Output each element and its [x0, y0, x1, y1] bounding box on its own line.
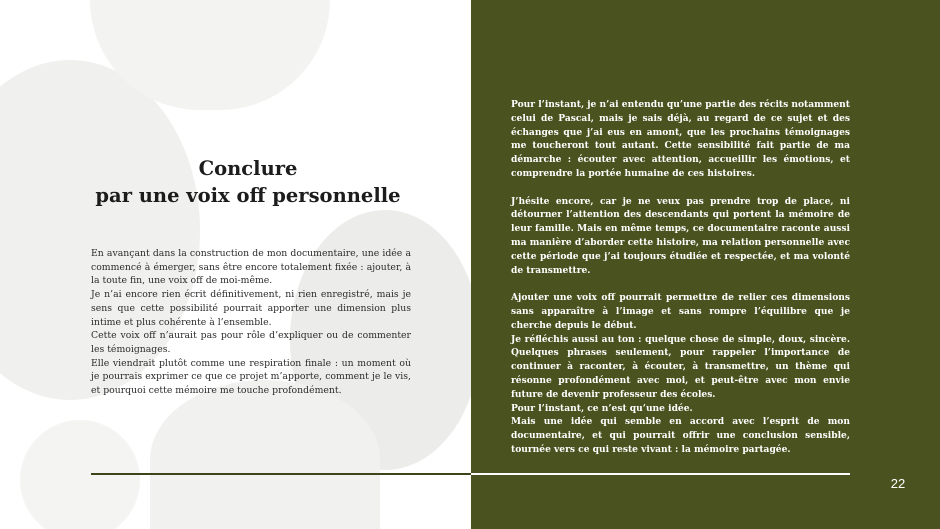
title-line-1: Conclure — [198, 157, 298, 180]
left-paragraph: Je n’ai encore rien écrit définitivement, ni rien enregistré, mais je sens que cette possibilité pourrait apporter une dimension plus intime et plus cohérente à l’ensemble. — [91, 289, 411, 328]
right-paragraph: Je réfléchis aussi au ton : quelque chose de simple, doux, sincère. Quelques phrases seulement, pour rappeler l’importance de continuer à raconter, à écouter, à transmettre, un thème qui résonne profondément avec moi, et peut-être avec mon envie future de devenir professeur des écoles. — [511, 333, 850, 400]
left-paragraph: En avançant dans la construction de mon documentaire, une idée a commencé à émerger, sans être encore totalement fixée : ajouter, à la toute fin, une voix off de moi-même. — [91, 248, 411, 287]
background-photo-shape — [150, 380, 380, 529]
right-body-text — [511, 98, 850, 457]
slide-title — [78, 155, 418, 209]
paragraph-gap — [511, 181, 850, 195]
paragraph-gap — [511, 277, 850, 291]
right-paragraph: Ajouter une voix off pourrait permettre de relier ces dimensions sans apparaître à l’image et sans rompre l’équilibre que je cherche depuis le début. — [511, 292, 850, 331]
left-paragraph: Cette voix off n’aurait pas pour rôle d’expliquer ou de commenter les témoignages. — [91, 330, 411, 355]
page-number: 22 — [890, 476, 906, 491]
right-paragraph: Pour l’instant, ce n’est qu’une idée. — [511, 402, 693, 414]
left-paragraph: Elle viendrait plutôt comme une respiration finale : un moment où je pourrais exprimer ce que ce projet m’apporte, comment je le vis, et pourquoi cette mémoire me touche profondément. — [91, 357, 411, 397]
left-body-text — [91, 247, 411, 398]
right-paragraph: J’hésite encore, car je ne veux pas prendre trop de place, ni détourner l’attention des descendants qui portent la mémoire de leur famille. Mais en même temps, ce documentaire raconte aussi ma manière d’aborder cette histoire, ma relation personnelle avec cette période que j’ai toujours étudiée et respectée, et ma volonté de transmettre. — [511, 195, 850, 276]
footer-divider-dark — [91, 473, 471, 475]
right-paragraph: Pour l’instant, je n’ai entendu qu’une partie des récits notamment celui de Pascal, mais je sais déjà, au regard de ce sujet et des échanges que j’ai eus en amont, que les prochains témoignages me toucheront tout autant. Cette sensibilité fait partie de ma démarche : écouter avec attention, accueillir les émotions, et comprendre la portée humaine de ces histoires. — [511, 99, 850, 179]
right-paragraph: Mais une idée qui semble en accord avec l’esprit de mon documentaire, et qui pourrait offrir une conclusion sensible, tournée vers ce qui reste vivant : la mémoire partagée. — [511, 416, 850, 455]
title-line-2: par une voix off personnelle — [95, 184, 401, 207]
footer-divider-light — [471, 473, 850, 475]
